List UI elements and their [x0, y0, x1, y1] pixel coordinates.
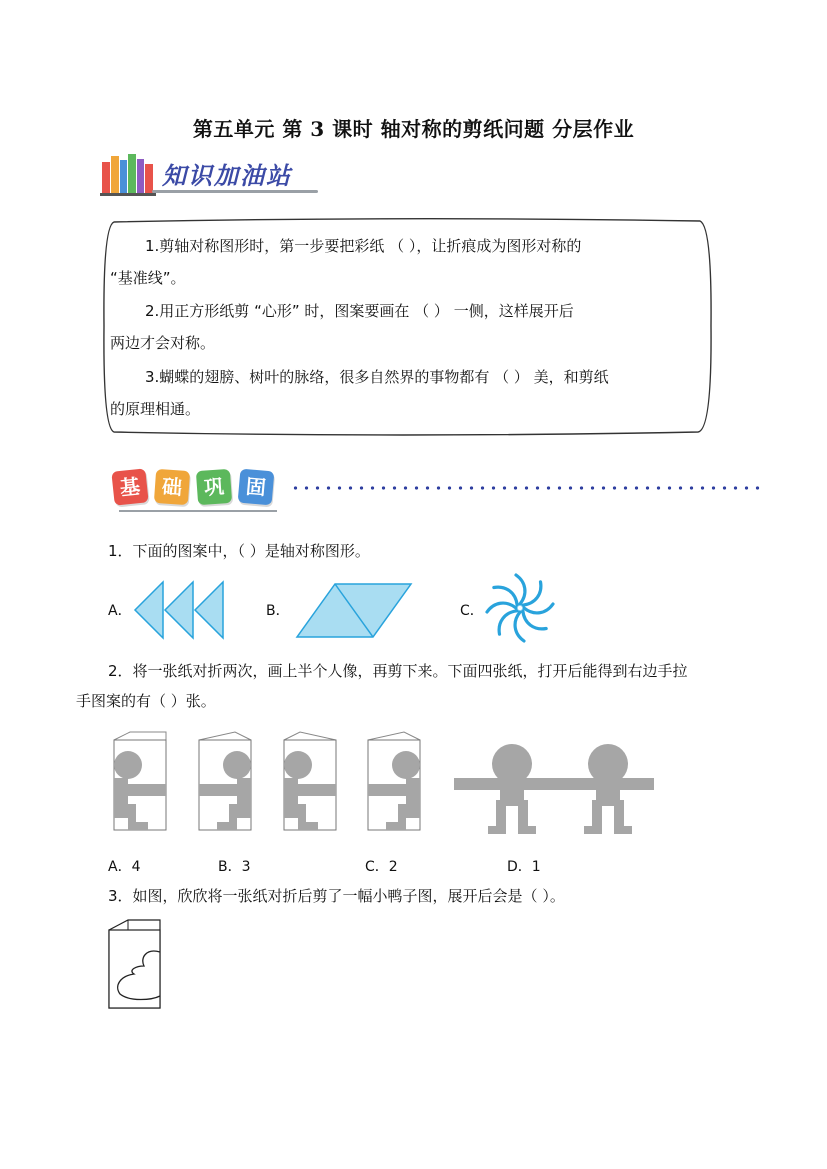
q3-duck-folded-paper: [106, 918, 164, 1014]
knowledge-heading: 知识加油站: [162, 162, 292, 190]
q1-triangles-figure[interactable]: [133, 580, 229, 640]
knowledge-line-6: 的原理相通。: [110, 400, 201, 418]
knowledge-line-5: 3.蝴蝶的翅膀、树叶的脉络，很多自然界的事物都有 （ ） 美，和剪纸: [145, 368, 609, 386]
tile-1: 基: [111, 468, 148, 505]
q1-option-a-label[interactable]: A．: [108, 603, 132, 619]
q2-option-d[interactable]: D．1: [507, 859, 541, 875]
tiles-underline: [119, 510, 277, 512]
knowledge-header: [100, 150, 325, 200]
knowledge-line-2: “基准线”。: [110, 269, 186, 287]
q2-folded-paper-d[interactable]: [364, 730, 424, 840]
dotted-divider: [290, 486, 760, 490]
q1-pinwheel-figure[interactable]: [484, 572, 556, 644]
knowledge-line-1: 1.剪轴对称图形时，第一步要把彩纸 （ ），让折痕成为图形对称的: [145, 237, 582, 255]
tile-4: 固: [238, 469, 275, 506]
q1-parallelogram-figure[interactable]: [295, 582, 415, 640]
page-title: 第五单元 第 3 课时 轴对称的剪纸问题 分层作业: [192, 117, 635, 141]
q2-option-c[interactable]: C．2: [365, 859, 398, 875]
q3-text: 3．如图，欣欣将一张纸对折后剪了一幅小鸭子图，展开后会是（ ）。: [108, 887, 565, 905]
basic-section-header: [113, 466, 293, 518]
q2-text-line1: 2．将一张纸对折两次，画上半个人像，再剪下来。下面四张纸，打开后能得到右边手拉: [108, 662, 688, 680]
tile-2: 础: [154, 469, 190, 505]
q2-option-b[interactable]: B．3: [218, 859, 251, 875]
q1-text: 1．下面的图案中，（ ）是轴对称图形。: [108, 542, 370, 560]
q1-option-c-label[interactable]: C．: [460, 603, 484, 619]
header-underline: [152, 190, 318, 193]
q2-hand-in-hand-figure: [452, 740, 657, 840]
books-icon: [100, 150, 160, 198]
q1-option-b-label[interactable]: B．: [266, 603, 290, 619]
q2-text-line2: 手图案的有（ ）张。: [76, 692, 216, 710]
q2-folded-paper-a[interactable]: [110, 730, 170, 840]
tile-3: 巩: [196, 469, 232, 505]
q2-folded-paper-b[interactable]: [195, 730, 255, 840]
q2-option-a[interactable]: A．4: [108, 859, 141, 875]
knowledge-line-4: 两边才会对称。: [110, 334, 216, 352]
knowledge-line-3: 2.用正方形纸剪 “心形” 时，图案要画在 （ ） 一侧，这样展开后: [145, 302, 574, 320]
q2-folded-paper-c[interactable]: [280, 730, 340, 840]
